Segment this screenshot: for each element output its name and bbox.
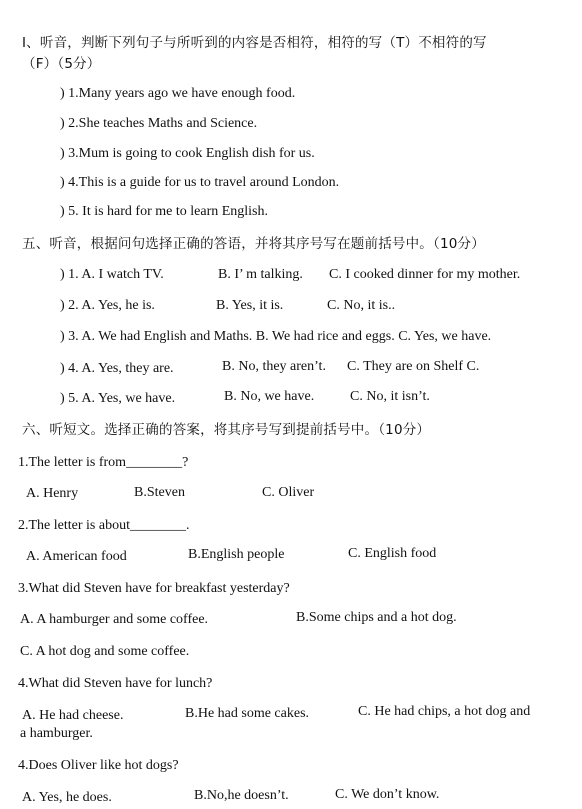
section6-q3-b: B.Some chips and a hot dog. xyxy=(296,610,457,625)
section6-q5-text: 4.Does Oliver like hot dogs? xyxy=(18,758,179,773)
section6-q4-text: 4.What did Steven have for lunch? xyxy=(18,676,213,691)
section6-q2-c: C. English food xyxy=(348,546,437,561)
section6-q4-c-cont: a hamburger. xyxy=(20,726,93,741)
section4-item-3: ) 3.Mum is going to cook English dish for us. xyxy=(60,146,315,161)
section4-item-5: ) 5. It is hard for me to learn English. xyxy=(60,204,269,219)
section5-q4-b: B. No, they aren’t. xyxy=(222,359,326,374)
section6-q5-b: B.No,he doesn’t. xyxy=(194,788,289,803)
section5-q1-a: ) 1. A. I watch TV. xyxy=(60,267,164,282)
section5-q2-c: C. No, it is.. xyxy=(327,298,396,313)
section5-q4-a: ) 4. A. Yes, they are. xyxy=(60,361,174,376)
section5-q2-b: B. Yes, it is. xyxy=(216,298,284,313)
section6-q5-a: A. Yes, he does. xyxy=(22,790,112,805)
section6-q3-a: A. A hamburger and some coffee. xyxy=(20,612,209,627)
section6-q5-c: C. We don’t know. xyxy=(335,787,440,802)
section6-q4-a: A. He had cheese. xyxy=(22,708,124,723)
section6-heading: 六、听短文。选择正确的答案，将其序号写到提前括号中。（10分） xyxy=(22,422,431,438)
section6-q2-text: 2.The letter is about________. xyxy=(18,518,190,533)
section4-item-1: ) 1.Many years ago we have enough food. xyxy=(60,86,296,101)
section6-q4-c: C. He had chips, a hot dog and xyxy=(358,704,531,719)
section5-q2-a: ) 2. A. Yes, he is. xyxy=(60,298,155,313)
section6-q1-c: C. Oliver xyxy=(262,485,315,500)
section5-q1-c: C. I cooked dinner for my mother. xyxy=(329,267,521,282)
section6-q1-text: 1.The letter is from________? xyxy=(18,455,189,470)
section6-q1-b: B.Steven xyxy=(134,485,185,500)
section6-q2-b: B.English people xyxy=(188,547,285,562)
section5-q3: ) 3. A. We had English and Maths. B. We had rice and eggs. C. Yes, we have. xyxy=(60,329,492,344)
section5-q4-c: C. They are on Shelf C. xyxy=(347,359,480,374)
section4-item-2: ) 2.She teaches Maths and Science. xyxy=(60,116,258,131)
section6-q1-a: A. Henry xyxy=(26,486,79,501)
section6-q3-text: 3.What did Steven have for breakfast yesterday? xyxy=(18,581,290,596)
section6-q2-a: A. American food xyxy=(26,549,127,564)
section5-heading: 五、听音，根据问句选择正确的答语，并将其序号写在题前括号中。（10分） xyxy=(22,236,485,252)
section6-q3-c: C. A hot dog and some coffee. xyxy=(20,644,190,659)
section5-q1-b: B. I’ m talking. xyxy=(218,267,303,282)
section5-q5-b: B. No, we have. xyxy=(224,389,315,404)
section5-q5-a: ) 5. A. Yes, we have. xyxy=(60,391,176,406)
section6-q4-b: B.He had some cakes. xyxy=(185,706,310,721)
section4-item-4: ) 4.This is a guide for us to travel around London. xyxy=(60,175,340,190)
section4-heading-line2: （F）（5分） xyxy=(22,56,101,72)
section4-heading-line1: Ⅰ、听音，判断下列句子与所听到的内容是否相符，相符的写（T）不相符的写 xyxy=(22,35,487,51)
section5-q5-c: C. No, it isn’t. xyxy=(350,389,430,404)
